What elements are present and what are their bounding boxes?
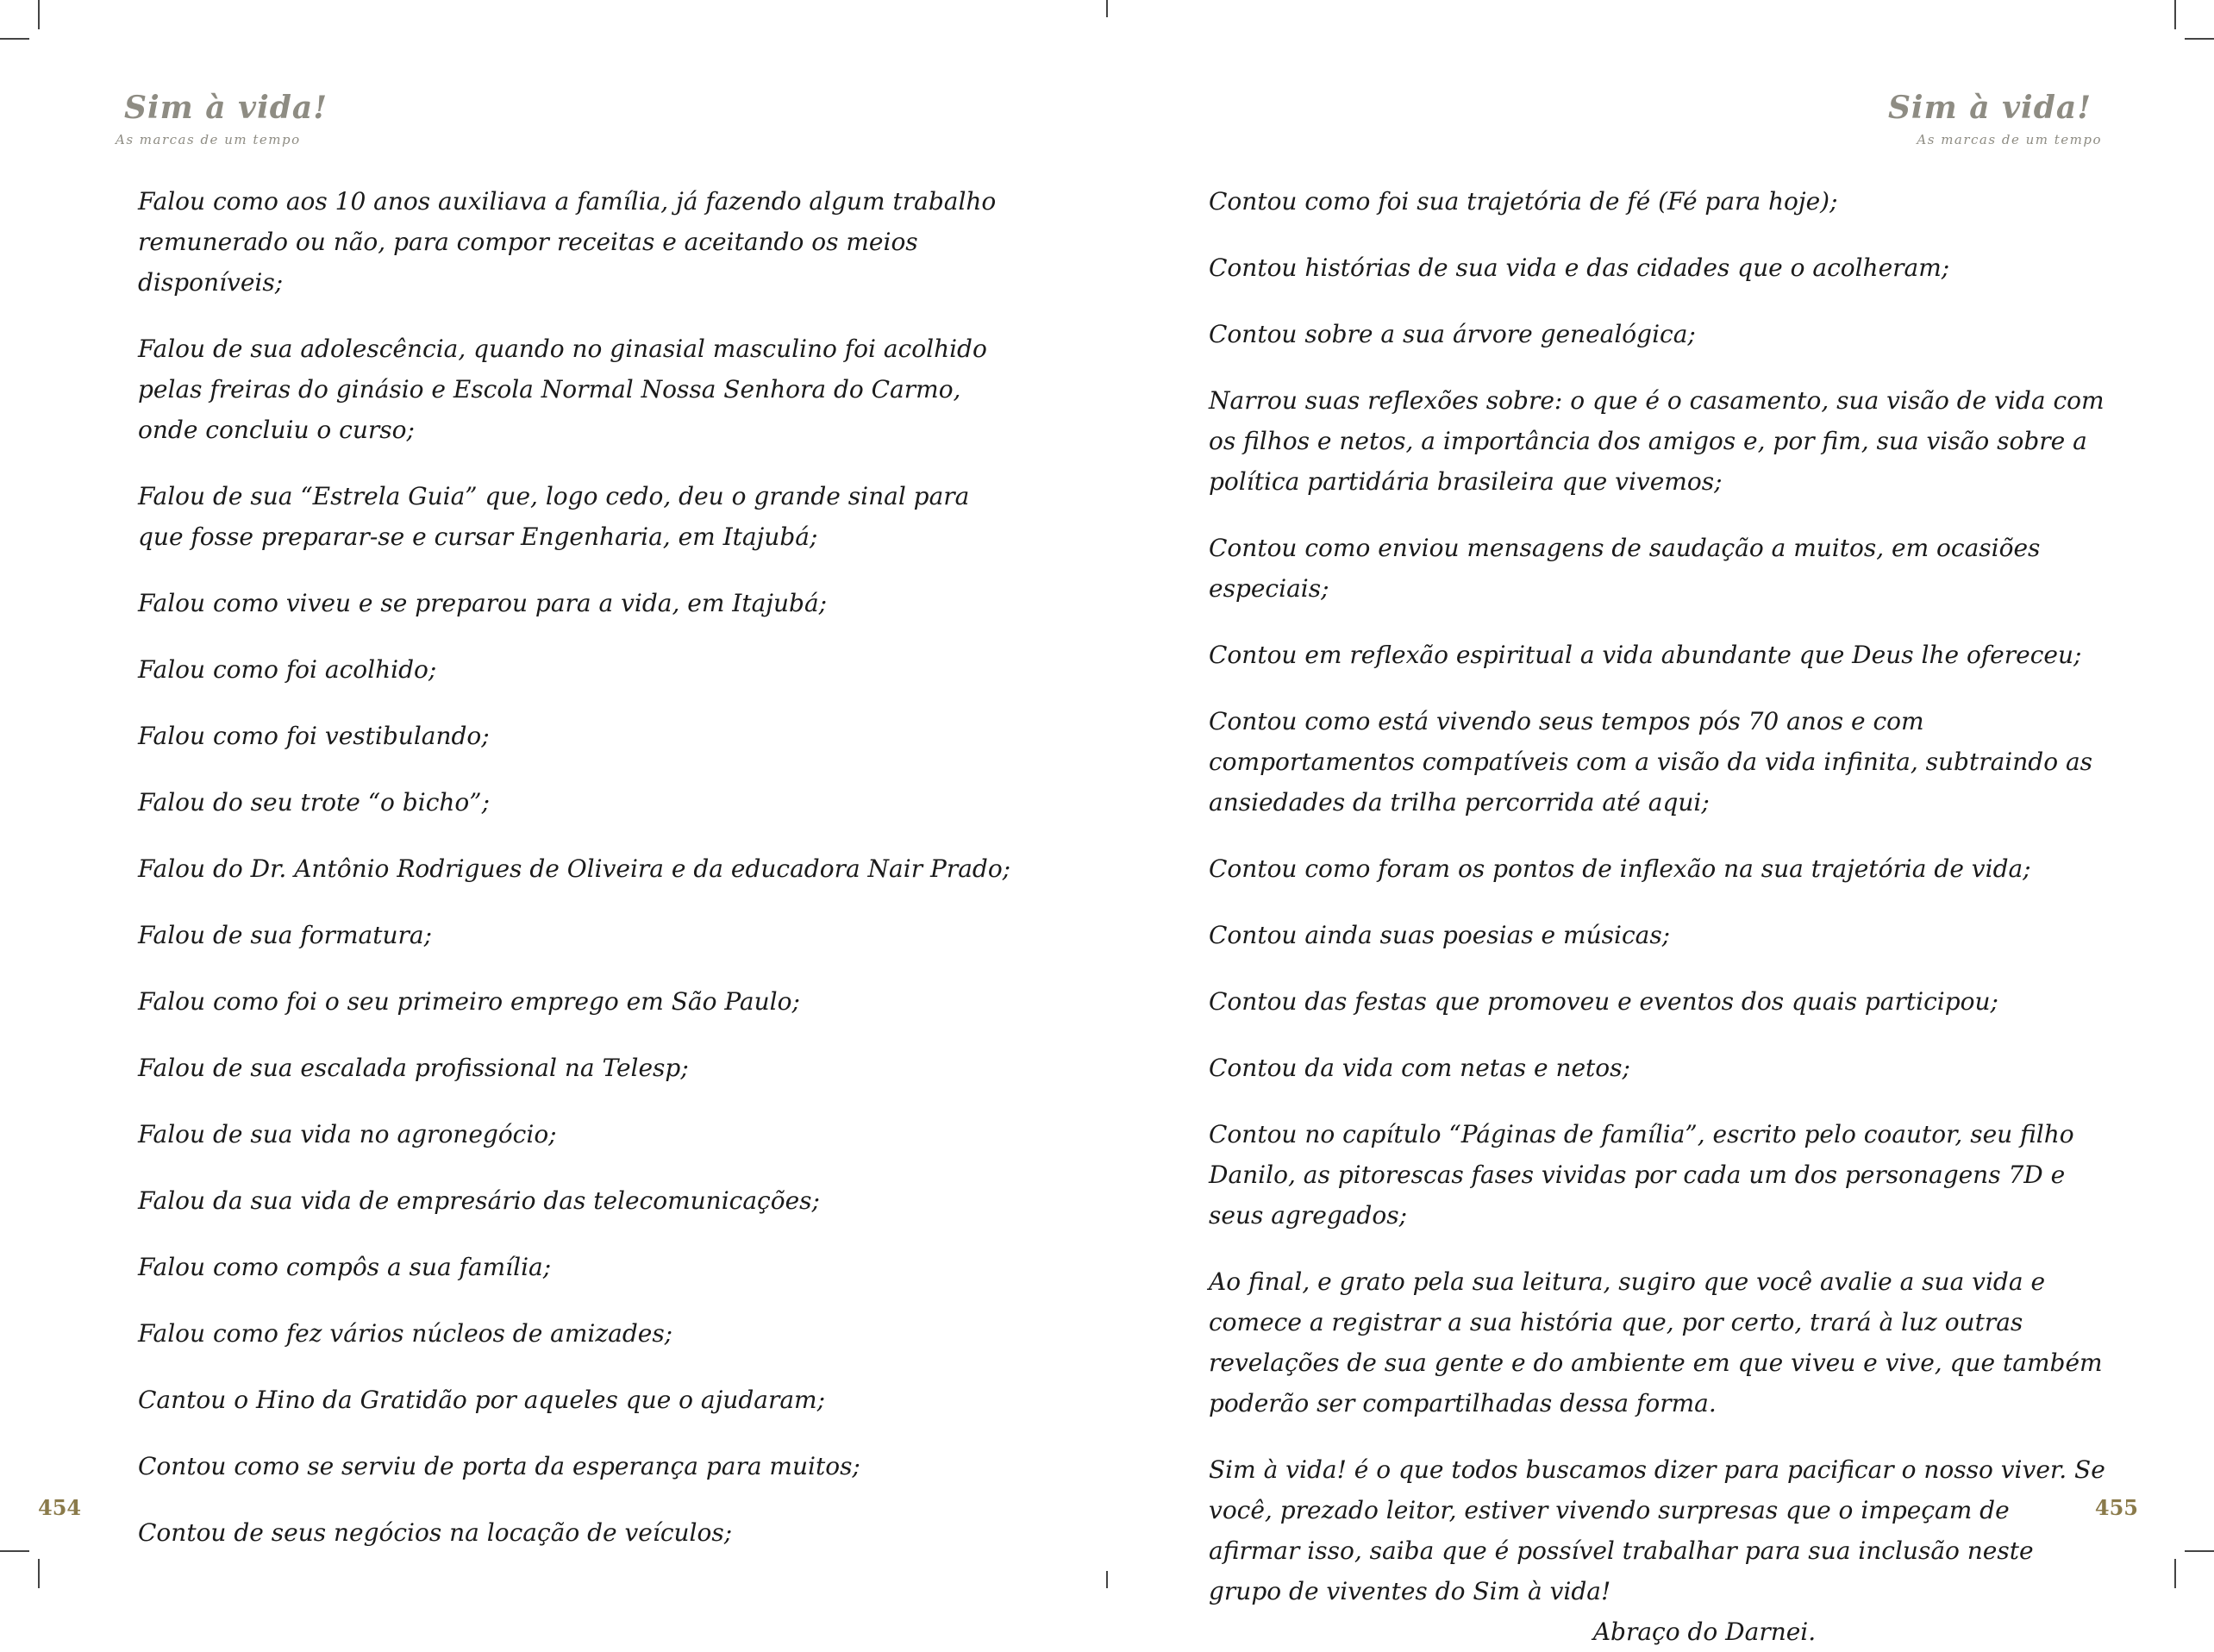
paragraph: Narrou suas reflexões sobre: o que é o casamento, sua visão de vida com os filhos e netos, a importância dos amigos e, por fim, sua visão sobre a política partidária brasileira que vivemos; [1209, 386, 2105, 496]
paragraph: Falou como foi vestibulando; [138, 722, 490, 750]
signoff: Abraço do Darnei. [1592, 1618, 1817, 1646]
paragraph: Contou ainda suas poesias e músicas; [1209, 921, 1671, 949]
running-header-subtitle: As marcas de um tempo [116, 132, 301, 147]
paragraph: Falou da sua vida de empresário das telecomunicações; [138, 1186, 820, 1215]
paragraph: Falou como aos 10 anos auxiliava a família, já fazendo algum trabalho remunerado ou não, para compor receitas e aceitando os meios disponíveis; [138, 187, 997, 297]
running-header-subtitle: As marcas de um tempo [1917, 132, 2102, 147]
paragraph: Falou de sua vida no agronegócio; [138, 1120, 557, 1148]
paragraph: Contou como está vivendo seus tempos pós 70 anos e com comportamentos compatíveis com a visão da vida infinita, subtraindo as ansiedades da trilha percorrida até aqui; [1209, 707, 2093, 817]
paragraph: Contou no capítulo “Páginas de família”, escrito pelo coautor, seu filho Danilo, as pitorescas fases vividas por cada um dos personagens 7D e seus agregados; [1209, 1120, 2074, 1230]
paragraph: Falou como foi o seu primeiro emprego em São Paulo; [138, 987, 800, 1016]
paragraph: Falou do Dr. Antônio Rodrigues de Oliveira e da educadora Nair Prado; [138, 854, 1011, 883]
paragraph: Contou das festas que promoveu e eventos dos quais participou; [1209, 987, 1998, 1016]
paragraph: Falou como foi acolhido; [138, 655, 437, 684]
running-header-title: Sim à vida! [124, 90, 328, 126]
paragraph: Falou de sua adolescência, quando no ginasial masculino foi acolhido pelas freiras do ginásio e Escola Normal Nossa Senhora do Carmo, onde concluiu o curso; [138, 335, 987, 444]
right-page [1107, 0, 2214, 1646]
paragraph: Contou como foram os pontos de inflexão na sua trajetória de vida; [1209, 854, 2031, 883]
paragraph: Contou histórias de sua vida e das cidades que o acolheram; [1209, 253, 1950, 282]
paragraph: Falou como viveu e se preparou para a vida, em Itajubá; [138, 589, 828, 617]
paragraph: Contou como se serviu de porta da esperança para muitos; [138, 1452, 860, 1480]
page-number: 455 [2094, 1495, 2138, 1520]
paragraph: Falou de sua “Estrela Guia” que, logo cedo, deu o grande sinal para que fosse preparar-se e cursar Engenharia, em Itajubá; [138, 482, 970, 551]
paragraph: Ao final, e grato pela sua leitura, sugiro que você avalie a sua vida e comece a registrar a sua história que, por certo, trará à luz outras revelações de sua gente e do ambiente em que viveu e vive, que também poderão ser compartilhadas dessa forma. [1209, 1267, 2103, 1417]
running-header-title: Sim à vida! [1887, 90, 2092, 126]
paragraph: Falou como fez vários núcleos de amizades; [138, 1319, 673, 1348]
paragraph: Sim à vida! é o que todos buscamos dizer para pacificar o nosso viver. Se você, prezado leitor, estiver vivendo surpresas que o impeçam de afirmar isso, saiba que é possível trabalhar para sua inclusão neste grupo de viventes do Sim à vida! [1209, 1455, 2105, 1605]
paragraph: Falou do seu trote “o bicho”; [138, 788, 491, 817]
paragraph: Contou como enviou mensagens de saudação a muitos, em ocasiões especiais; [1209, 534, 2041, 603]
paragraph: Falou de sua formatura; [138, 921, 433, 949]
right-page-body [1209, 181, 2105, 1652]
paragraph: Falou de sua escalada profissional na Telesp; [138, 1054, 689, 1082]
paragraph: Contou em reflexão espiritual a vida abundante que Deus lhe ofereceu; [1209, 641, 2082, 669]
paragraph: Contou sobre a sua árvore genealógica; [1209, 320, 1696, 348]
paragraph: Contou como foi sua trajetória de fé (Fé para hoje); [1209, 187, 1838, 216]
page-number: 454 [38, 1495, 82, 1520]
left-page [0, 0, 1107, 1588]
paragraph: Falou como compôs a sua família; [138, 1253, 552, 1281]
left-page-body [138, 181, 1017, 1579]
paragraph: Cantou o Hino da Gratidão por aqueles que o ajudaram; [138, 1386, 826, 1414]
paragraph: Contou de seus negócios na locação de veículos; [138, 1518, 733, 1547]
paragraph: Contou da vida com netas e netos; [1209, 1054, 1630, 1082]
